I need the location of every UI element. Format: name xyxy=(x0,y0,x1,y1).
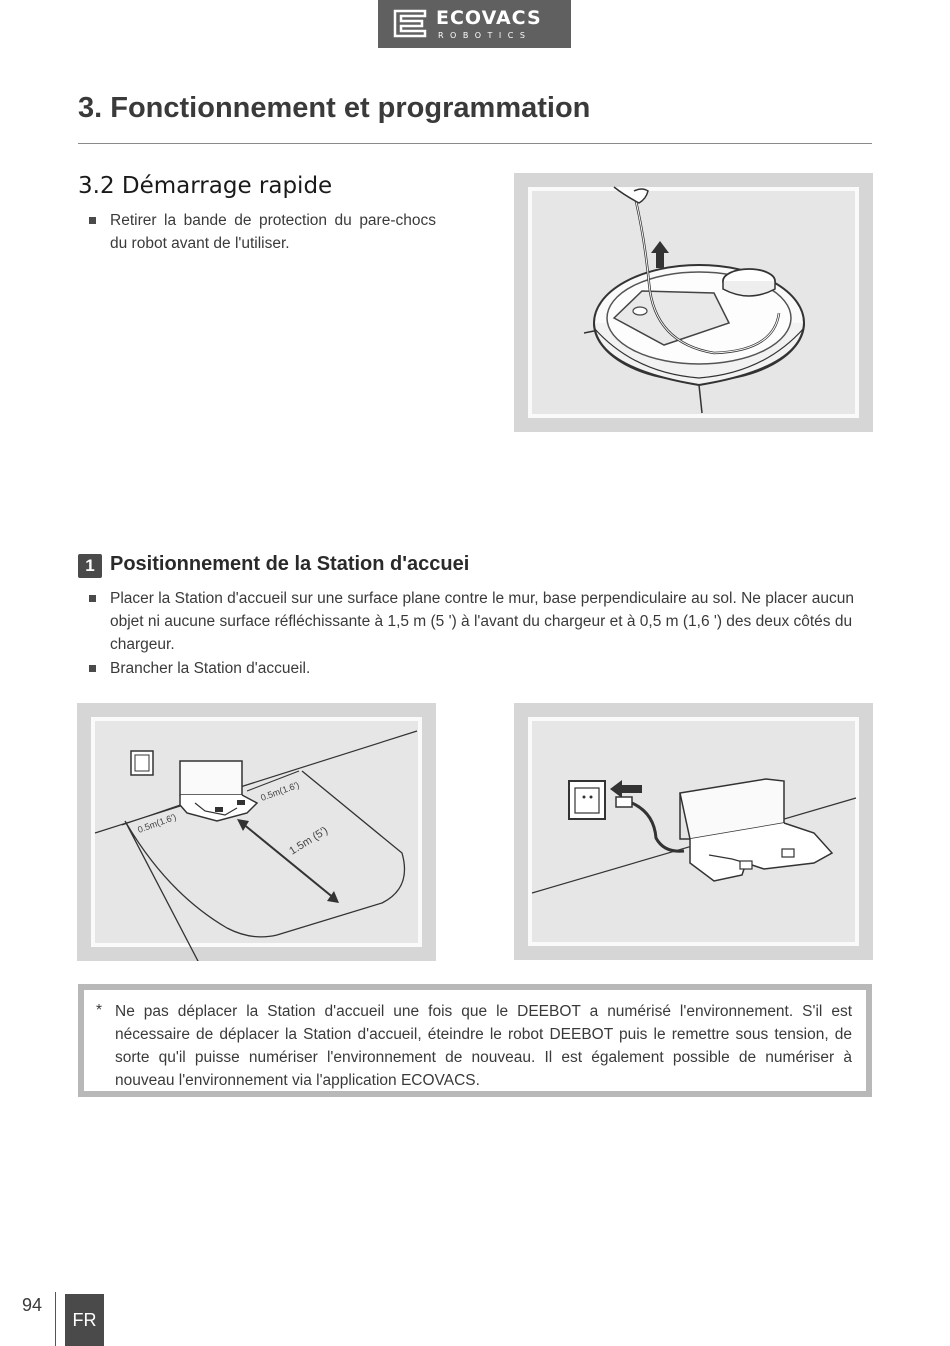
subsection-title: Positionnement de la Station d'accuei xyxy=(110,553,470,575)
subsection-bullet-plug-in: Brancher la Station d'accueil. xyxy=(110,660,311,677)
note-text: Ne pas déplacer la Station d'accueil une fois que le DEEBOT a numérisé l'environnement. S'il est nécessaire de déplacer la Station d'accueil, éteindre le robot DEEBOT puis le remettre sous tension, de sorte qu'il puisse numériser l'environnement de nouveau. Il est également possible de numériser à nouveau l'environnement via l'application ECOVACS. xyxy=(115,1003,852,1089)
plug-in-illustration xyxy=(514,703,873,960)
robot-illustration xyxy=(514,173,873,432)
bullet-icon xyxy=(89,665,96,672)
figure-remove-protection-strip xyxy=(514,173,873,432)
subsection-bullet-placement: Placer la Station d'accueil sur une surface plane contre le mur, base perpendiculaire au sol. Ne placer aucun objet ni aucune surface réfléchissante à 1,5 m (5 ') à l'avant du chargeur et à 0,5 m (1,6 ') des deux côtés du chargeur. xyxy=(110,590,854,653)
clearance-illustration xyxy=(77,703,436,961)
figure-plug-in-dock xyxy=(514,703,873,960)
page-title: 3. Fonctionnement et programmation xyxy=(78,92,591,124)
step-number-badge: 1 xyxy=(78,554,102,578)
brand-name: ECOVACS xyxy=(436,7,542,29)
brand-subtitle: ROBOTICS xyxy=(438,31,532,40)
note-box xyxy=(78,984,872,1097)
label-side-right: 0.5m(1.6') xyxy=(259,779,301,803)
label-side-left: 0.5m(1.6') xyxy=(136,811,178,835)
bullet-icon xyxy=(89,217,96,224)
ecovacs-logo-icon xyxy=(392,8,428,40)
section-title: 3.2 Démarrage rapide xyxy=(78,173,333,199)
label-front-distance: 1.5m (5') xyxy=(287,824,331,858)
figure-clearance-diagram xyxy=(77,703,436,961)
footer-divider xyxy=(55,1292,56,1346)
title-divider xyxy=(78,143,872,144)
language-tab: FR xyxy=(65,1294,104,1346)
note-asterisk: * xyxy=(96,1002,103,1019)
section-bullet-text: Retirer la bande de protection du pare-chocs du robot avant de l'utiliser. xyxy=(110,212,436,252)
bullet-icon xyxy=(89,595,96,602)
page-number: 94 xyxy=(22,1295,43,1315)
brand-logo xyxy=(378,0,571,48)
